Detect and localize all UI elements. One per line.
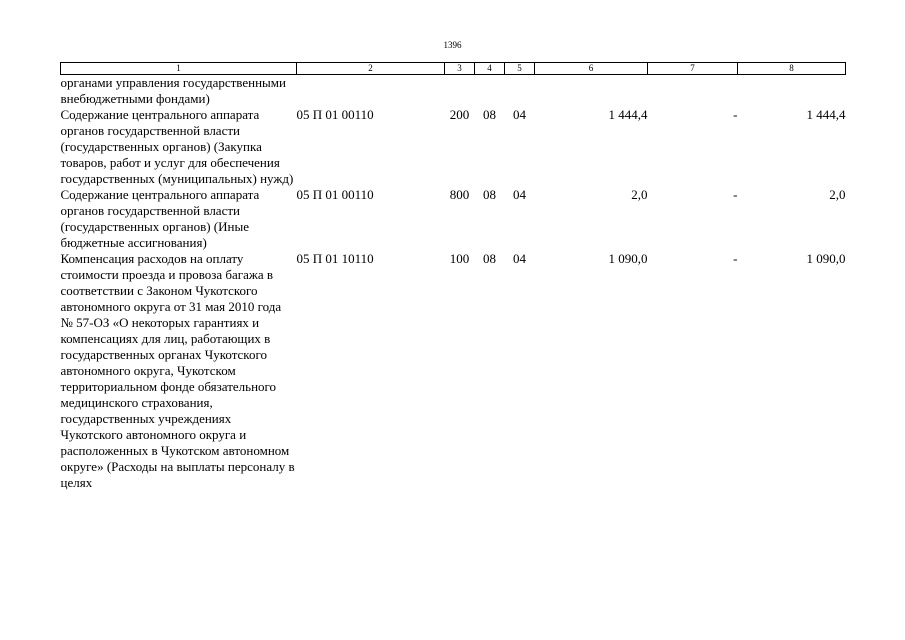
row-expense-type: 800	[449, 187, 470, 202]
table-row	[61, 107, 846, 187]
row-subsection: 04	[513, 187, 526, 202]
row-amount-total	[738, 75, 846, 108]
row-change	[648, 75, 738, 108]
row-section: 08	[483, 187, 496, 202]
row-section	[475, 75, 505, 108]
row-subsection: 04	[513, 251, 526, 266]
row-amount-total: 1 444,4	[806, 107, 846, 122]
column-header: 2	[297, 63, 445, 75]
column-header: 6	[535, 63, 648, 75]
row-amount-total: 1 090,0	[806, 251, 846, 266]
page-number: 1396	[443, 40, 462, 50]
row-description: Компенсация расходов на оплату стоимости проезда и провоза багажа в соответствии с Законом Чукотского автономного округа от 31 мая 2010 года № 57-ОЗ «О некоторых гарантиях и компенсациях для лиц, работающих в государственных органах Чукотского автономного округа, Чукотском территориальном фонде обязательного медицинского страхования, государственных учреждениях Чукотского автономного округа и расположенных в Чукотском автономном округе» (Расходы на выплаты персоналу в целях	[60, 251, 295, 490]
row-expense-type	[445, 75, 475, 108]
row-target-code: 05 П 01 00110	[296, 187, 374, 202]
row-description: органами управления государственными внебюджетными фондами)	[60, 75, 286, 106]
row-description: Содержание центрального аппарата органов государственной власти (государственных органов) (Закупка товаров, работ и услуг для обеспечения государственных (муниципальных) нужд)	[60, 107, 294, 186]
column-header: 4	[475, 63, 505, 75]
row-target-code: 05 П 01 00110	[296, 107, 374, 122]
row-expense-type: 100	[449, 251, 470, 266]
row-subsection	[505, 75, 535, 108]
column-header: 8	[738, 63, 846, 75]
row-change: -	[733, 251, 738, 266]
row-amount: 1 090,0	[608, 251, 648, 266]
table-row	[61, 251, 846, 491]
column-header: 5	[505, 63, 535, 75]
table-row	[61, 187, 846, 251]
column-header: 1	[61, 63, 297, 75]
row-change: -	[733, 187, 738, 202]
row-section: 08	[483, 107, 496, 122]
row-change: -	[733, 107, 738, 122]
row-expense-type: 200	[449, 107, 470, 122]
row-amount-total: 2,0	[829, 187, 846, 202]
row-amount: 2,0	[631, 187, 648, 202]
budget-table	[60, 62, 846, 491]
row-subsection: 04	[513, 107, 526, 122]
row-target-code: 05 П 01 10110	[296, 251, 374, 266]
table-row	[61, 75, 846, 108]
row-section: 08	[483, 251, 496, 266]
row-description: Содержание центрального аппарата органов государственной власти (государственных органов) (Иные бюджетные ассигнования)	[60, 187, 260, 250]
table-header-row	[61, 63, 846, 75]
column-header: 7	[648, 63, 738, 75]
row-amount	[535, 75, 648, 108]
row-target-code	[297, 75, 445, 108]
row-amount: 1 444,4	[608, 107, 648, 122]
column-header: 3	[445, 63, 475, 75]
